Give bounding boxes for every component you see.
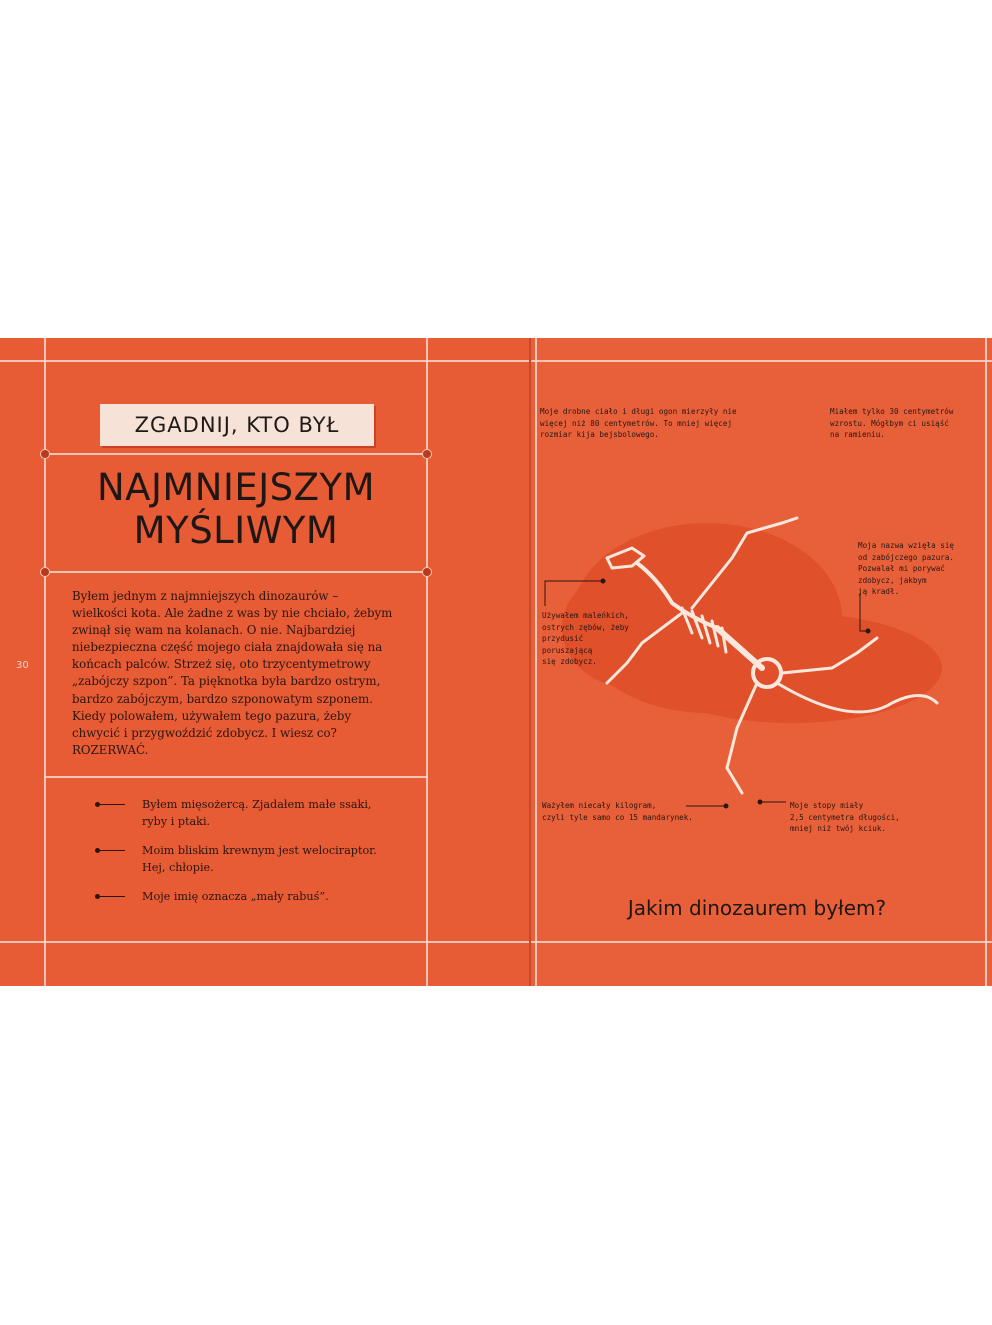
annotation-line: mniej niż twój kciuk. [790,824,887,833]
fact-text: Byłem mięsożercą. Zjadałem małe ssaki, ryby i ptaki. [142,798,372,828]
annotation-line: zdobycz, jakbym [858,575,927,585]
annotation-line: więcej niż 80 centymetrów. To mniej więcej [540,418,733,428]
annotation-line: wzrostu. Mógłbym ci usiąść [830,418,949,428]
page-number: 30 [16,660,29,671]
annotation-line: się zdobycz. [542,657,597,666]
headline-line-2: MYŚLIWYM [133,509,339,552]
annotation-line: czyli tyle samo co 15 mandarynek. [542,812,693,822]
annotation-line: rozmiar kija bejsbolowego. [540,430,659,439]
headline-line-1: NAJMNIEJSZYM [96,466,376,509]
annotation-line: Używałem maleńkich, [542,611,629,620]
annotation-line: od zabójczego pazura. [858,552,955,562]
annotation-line: Pozwalał mi porywać [858,564,945,573]
fact-text: Moim bliskim krewnym jest welociraptor. Hej, chłopie. [142,844,377,874]
annotation-line: Moje stopy miały [790,801,864,810]
annotation-pointers [0,338,992,986]
question-heading: Jakim dinozaurem byłem? [627,896,887,920]
annotation-line: Moja nazwa wzięła się [858,541,955,550]
guess-label-text: ZGADNIJ, KTO BYŁ [134,413,340,437]
annotation-line: Miałem tylko 30 centymetrów [830,407,954,416]
annotation-line: ostrych zębów, żeby [542,622,629,632]
annotation-line: na ramieniu. [830,430,885,439]
annotation-line: Moje drobne ciało i długi ogon mierzyły nie [540,407,737,416]
description-paragraph: Byłem jednym z najmniejszych dinozaurów – wielkości kota. Ale żadne z was by nie chciało, żebym zwinął się wam na kolanach. O nie. Najbardziej niebezpieczna część mojego ciała znajdowała się na końcach palców. Strzeż się, oto trzycentymetrowy „zabójczy szpon”. Ta pięknotka była bardzo ostrym, bardzo zabójczym, bardzo szponowatym szponem. Kiedy polowałem, używałem tego pazura, żeby chwycić i przygwoździć zdobycz. I wiesz co? ROZERWAĆ. [72,589,393,757]
annotation-line: Ważyłem niecały kilogram, [542,801,657,810]
annotation-line: poruszającą [542,645,593,655]
annotation-line: 2,5 centymetra długości, [790,812,900,822]
annotation-line: przydusić [542,634,584,643]
book-spread [0,338,992,986]
annotation-line: ją kradł. [858,587,900,596]
fact-text: Moje imię oznacza „mały rabuś”. [142,890,329,903]
